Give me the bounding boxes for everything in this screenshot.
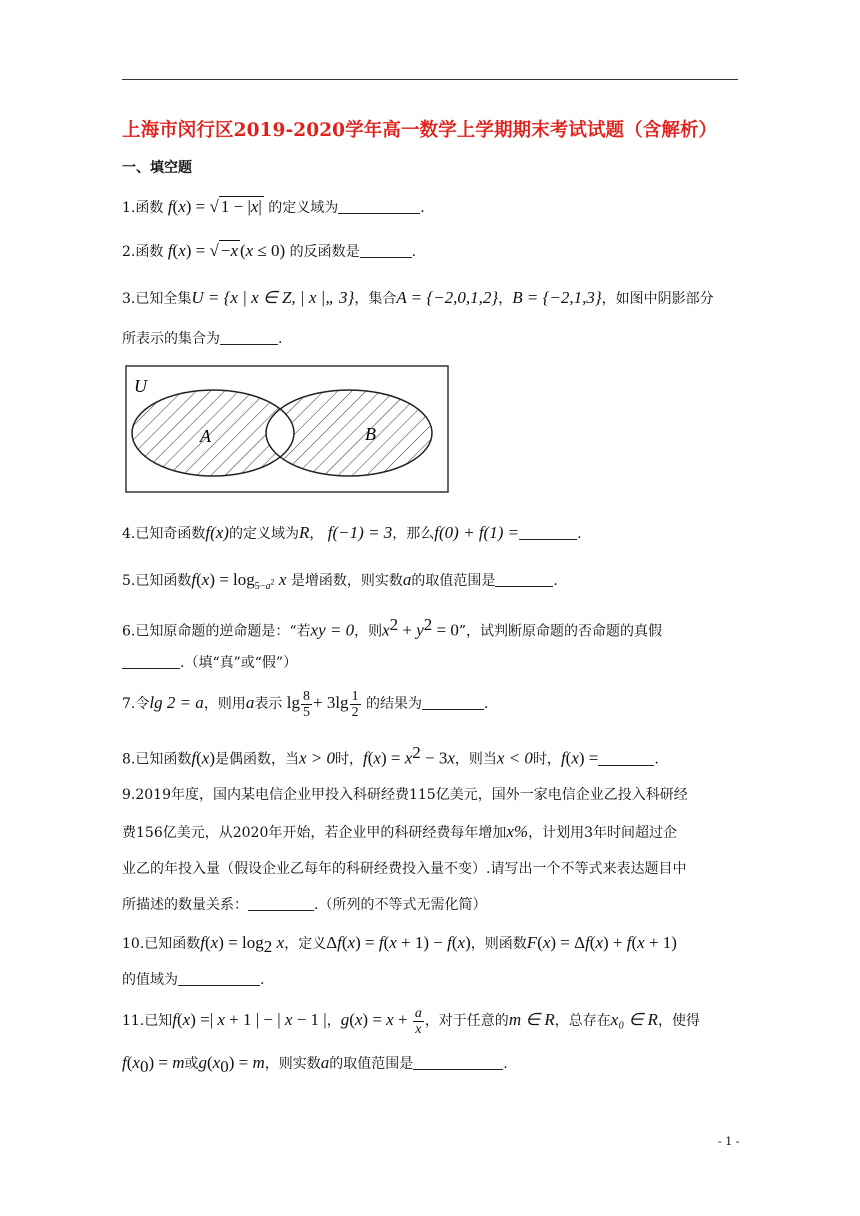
question-11: 11.已知f(x) =| x + 1 | − | x − 1 |，g(x) = x + $\frac{a}{x}$ ，对于任意的m ∈ R，总存在x₀ ∈ R，使得 xyxy=(122,1005,700,1037)
document-title: 上海市闵行区2019-2020学年高一数学上学期期末考试试题（含解析） xyxy=(122,120,718,141)
question-6-line-2: .（填“真”或“假”） xyxy=(122,644,744,682)
answer-blank xyxy=(495,572,553,587)
header-rule xyxy=(122,79,738,80)
question-9-line-4: 所描述的数量关系： .（所列的不等式无需化简） xyxy=(122,897,487,913)
answer-blank xyxy=(422,695,484,710)
question-2: 2.函数 f(x) = √ −x (x ≤ 0) 的反函数是 . xyxy=(122,241,417,260)
question-5: 5.已知函数$f(x) = \log_{5-a^2} x$ 是增函数，则实数a的取值范围是 . xyxy=(122,570,558,592)
question-3-line-2: 所表示的集合为 . xyxy=(122,331,283,347)
question-6: 6.已知原命题的逆命题是：“若xy = 0，则$x^2 + y^2 = 0$”，试判断原命题的否命题的真假 xyxy=(122,615,663,640)
label-a: A xyxy=(200,426,211,446)
venn-diagram xyxy=(124,364,450,494)
label-b: B xyxy=(365,424,376,444)
question-10: 10.已知函数$f(x) = \log_2 x$，定义Δf(x) = f(x + 1) − f(x)，则函数F(x) = Δf(x) + f(x + 1) xyxy=(122,933,677,956)
question-11-line-2: $f(x_0) = m$或$g(x_0) = m$，则实数a的取值范围是 . xyxy=(122,1053,508,1076)
answer-blank xyxy=(360,243,412,258)
section-heading: 一、填空题 xyxy=(122,160,192,176)
question-4: 4.已知奇函数f(x)的定义域为R， f(−1) = 3，那么f(0) + f(1) = . xyxy=(122,523,582,542)
answer-blank xyxy=(178,971,260,986)
page-number: - 1 - xyxy=(718,1135,740,1148)
answer-blank xyxy=(248,896,314,911)
question-8: 8.已知函数f(x)是偶函数，当x > 0时，$f(x) = x^2 - 3x$，则当x < 0时，f(x) = . xyxy=(122,743,659,768)
answer-blank xyxy=(122,654,180,669)
label-u: U xyxy=(134,376,147,396)
answer-blank xyxy=(338,199,420,214)
question-9: 9.2019年度，国内某电信企业甲投入科研经费115亿美元，国外一家电信企业乙投入科研经 xyxy=(122,787,688,803)
answer-blank xyxy=(598,751,654,766)
answer-blank xyxy=(220,330,278,345)
question-10-line-2: 的值域为 . xyxy=(122,972,265,988)
question-7: 7.令lg 2 = a，则用a表示 lg $\frac{8}{5}$ + 3lg $\frac{1}{2}$ 的结果为 . xyxy=(122,688,489,720)
question-3: 3.已知全集U = {x | x ∈ Z, | x |„ 3}，集合A = {−2,0,1,2}，B = {−2,1,3}，如图中阴影部分 xyxy=(122,288,714,307)
question-9-line-2: 费156亿美元，从2020年开始，若企业甲的科研经费每年增加x%，计划用3年时间超过企 xyxy=(122,822,677,841)
question-1: 1.函数 f(x) = √ 1 − |x| 的定义域为 . xyxy=(122,197,425,216)
answer-blank xyxy=(519,525,577,540)
answer-blank xyxy=(413,1055,503,1070)
question-9-line-3: 业乙的年投入量（假设企业乙每年的科研经费投入量不变）.请写出一个不等式来表达题目中 xyxy=(122,861,687,877)
